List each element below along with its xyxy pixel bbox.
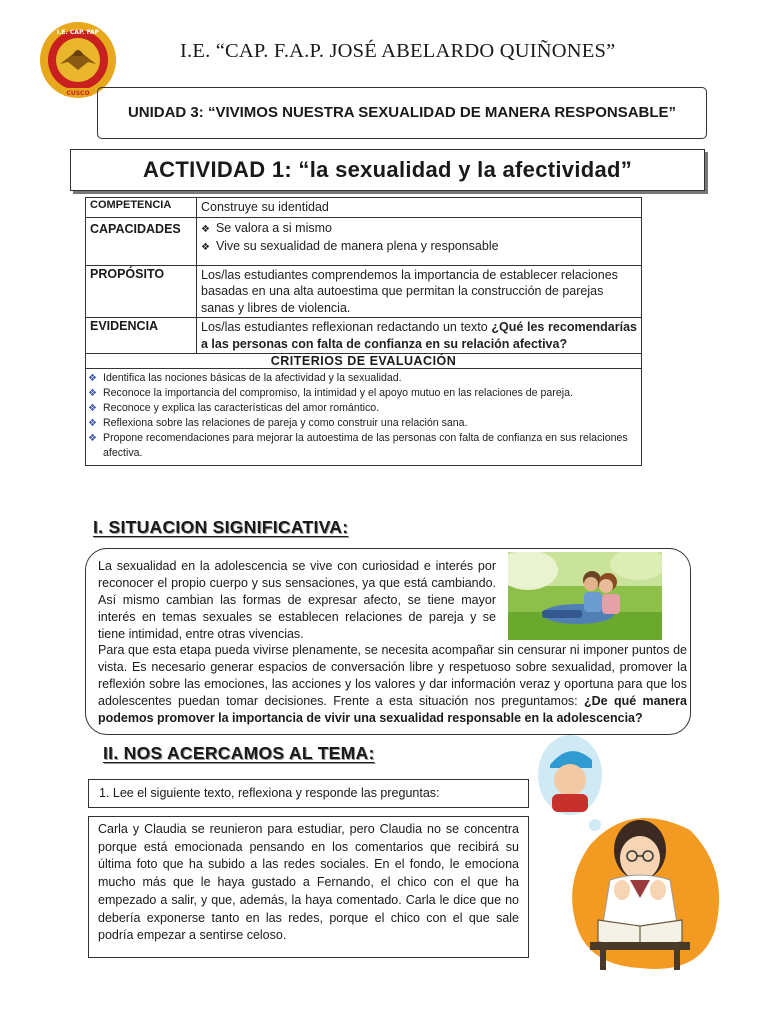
diamond-bullet-icon: ❖ (88, 418, 97, 429)
table-row-evidencia (86, 318, 642, 354)
table-row-criterios (86, 369, 642, 466)
teen-couple-photo (508, 552, 662, 640)
capacidad-item: ❖ Se valora a si mismo (201, 220, 332, 235)
situation-paragraph-2: Para que esta etapa pueda vivirse plenamente, se necesita acompañar sin censurar ni imponer puntos de vista. Es necesario generar espacios de conversación libre y respetuoso sobre sexualidad, promover la reflexión sobre las emociones, las acciones y los valores y dar información veraz y oportuna para que los adolescentes puedan tomar decisiones. Frente a esta situación nos preguntamos: ¿De qué manera podemos promover la importancia de vivir una sexualidad responsable en la adolescencia? (98, 643, 687, 725)
evidencia-question: ¿Qué les recomendarías a las personas con falta de confianza en su relación afectiva? (201, 320, 637, 351)
criterio-item: ❖ Reconoce la importancia del compromiso, la intimidad y el apoyo mutuo en las relaciones de pareja. (88, 387, 573, 399)
situation-question: ¿De qué manera podemos promover la importancia de vivir una sexualidad responsable en la adolescencia? (98, 693, 687, 725)
diamond-bullet-icon: ❖ (88, 403, 97, 414)
table-row-criterios-head (86, 354, 642, 369)
criterio-item: ❖ Propone recomendaciones para mejorar la autoestima de las personas con falta de confianza en sus relaciones afectiva. (88, 432, 628, 459)
situation-paragraph-1: La sexualidad en la adolescencia se vive con curiosidad e interés por reconocer el propio cuerpo y sus sensaciones, ya que está cambiando. Así mismo cambian las formas de expresar afecto, se tiene mayor interés en temas sexuales se establecen relaciones de pareja y se tiene intimidad, entre otras vivencias. (98, 559, 496, 641)
proposito-value: Los/las estudiantes comprendemos la importancia de establecer relaciones basadas en una alta autoestima que permitan la construcción de parejas sanas y libres de violencia. (197, 265, 642, 318)
section-heading-situacion: I. SITUACION SIGNIFICATIVA: (93, 517, 349, 537)
competency-table (85, 197, 642, 466)
criterio-item: ❖ Reflexiona sobre las relaciones de pareja y como construir una relación sana. (88, 417, 468, 429)
instruction-box (88, 779, 529, 808)
unit-title: UNIDAD 3: “VIVIMOS NUESTRA SEXUALIDAD DE MANERA RESPONSABLE” (127, 104, 677, 121)
unit-title-box (97, 87, 707, 139)
competencia-value: Construye su identidad (197, 198, 642, 218)
section-heading-tema: II. NOS ACERCAMOS AL TEMA: (103, 743, 375, 763)
evidencia-value: Los/las estudiantes reflexionan redactando un texto ¿Qué les recomendarías a las personas con falta de confianza en su relación afectiva? (197, 318, 642, 354)
activity-title-box (70, 149, 705, 191)
diamond-bullet-icon: ❖ (88, 373, 97, 384)
competencia-label: COMPETENCIA (86, 198, 197, 218)
instruction-text: 1. Lee el siguiente texto, reflexiona y responde las preguntas: (99, 786, 440, 800)
diamond-bullet-icon: ❖ (88, 433, 97, 444)
school-name: I.E. “CAP. F.A.P. JOSÉ ABELARDO QUIÑONES” (180, 40, 616, 62)
criterios-heading: CRITERIOS DE EVALUACIÓN (86, 354, 642, 369)
table-row-capacidades (86, 217, 642, 265)
activity-title: ACTIVIDAD 1: “la sexualidad y la afectividad” (142, 157, 633, 182)
diamond-bullet-icon: ❖ (201, 223, 210, 235)
criterio-item: ❖ Identifica las nociones básicas de la afectividad y la sexualidad. (88, 372, 402, 384)
table-row-proposito (86, 265, 642, 318)
capacidades-label: CAPACIDADES (86, 217, 197, 265)
evidencia-label: EVIDENCIA (86, 318, 197, 354)
proposito-label: PROPÓSITO (86, 265, 197, 318)
diamond-bullet-icon: ❖ (88, 388, 97, 399)
criterio-item: ❖ Reconoce y explica las características del amor romántico. (88, 402, 380, 414)
crest-bottom-text: CUSCO (66, 90, 90, 97)
criterios-list (86, 369, 641, 465)
capacidad-item: ❖ Vive su sexualidad de manera plena y responsable (201, 239, 499, 253)
story-box (88, 816, 529, 958)
girl-thinking-illustration (530, 730, 735, 980)
story-text: Carla y Claudia se reunieron para estudiar, pero Claudia no se concentra porque está emocionada pensando en los comentarios que recibirá su última foto que ha subido a las redes sociales. En el fondo, le emociona mucho más que le haya gustado a Fernando, el chico con el que ha empezado a salir, y que, además, la haya comentado. Carla le dice que no debería exponerse tanto en las redes, porque el chico con el que sale podría empezar a sentirse celoso. (98, 822, 519, 943)
diamond-bullet-icon: ❖ (201, 242, 210, 253)
table-row-competencia (86, 198, 642, 218)
crest-top-text: I.E. CAP. FAP (56, 29, 100, 36)
